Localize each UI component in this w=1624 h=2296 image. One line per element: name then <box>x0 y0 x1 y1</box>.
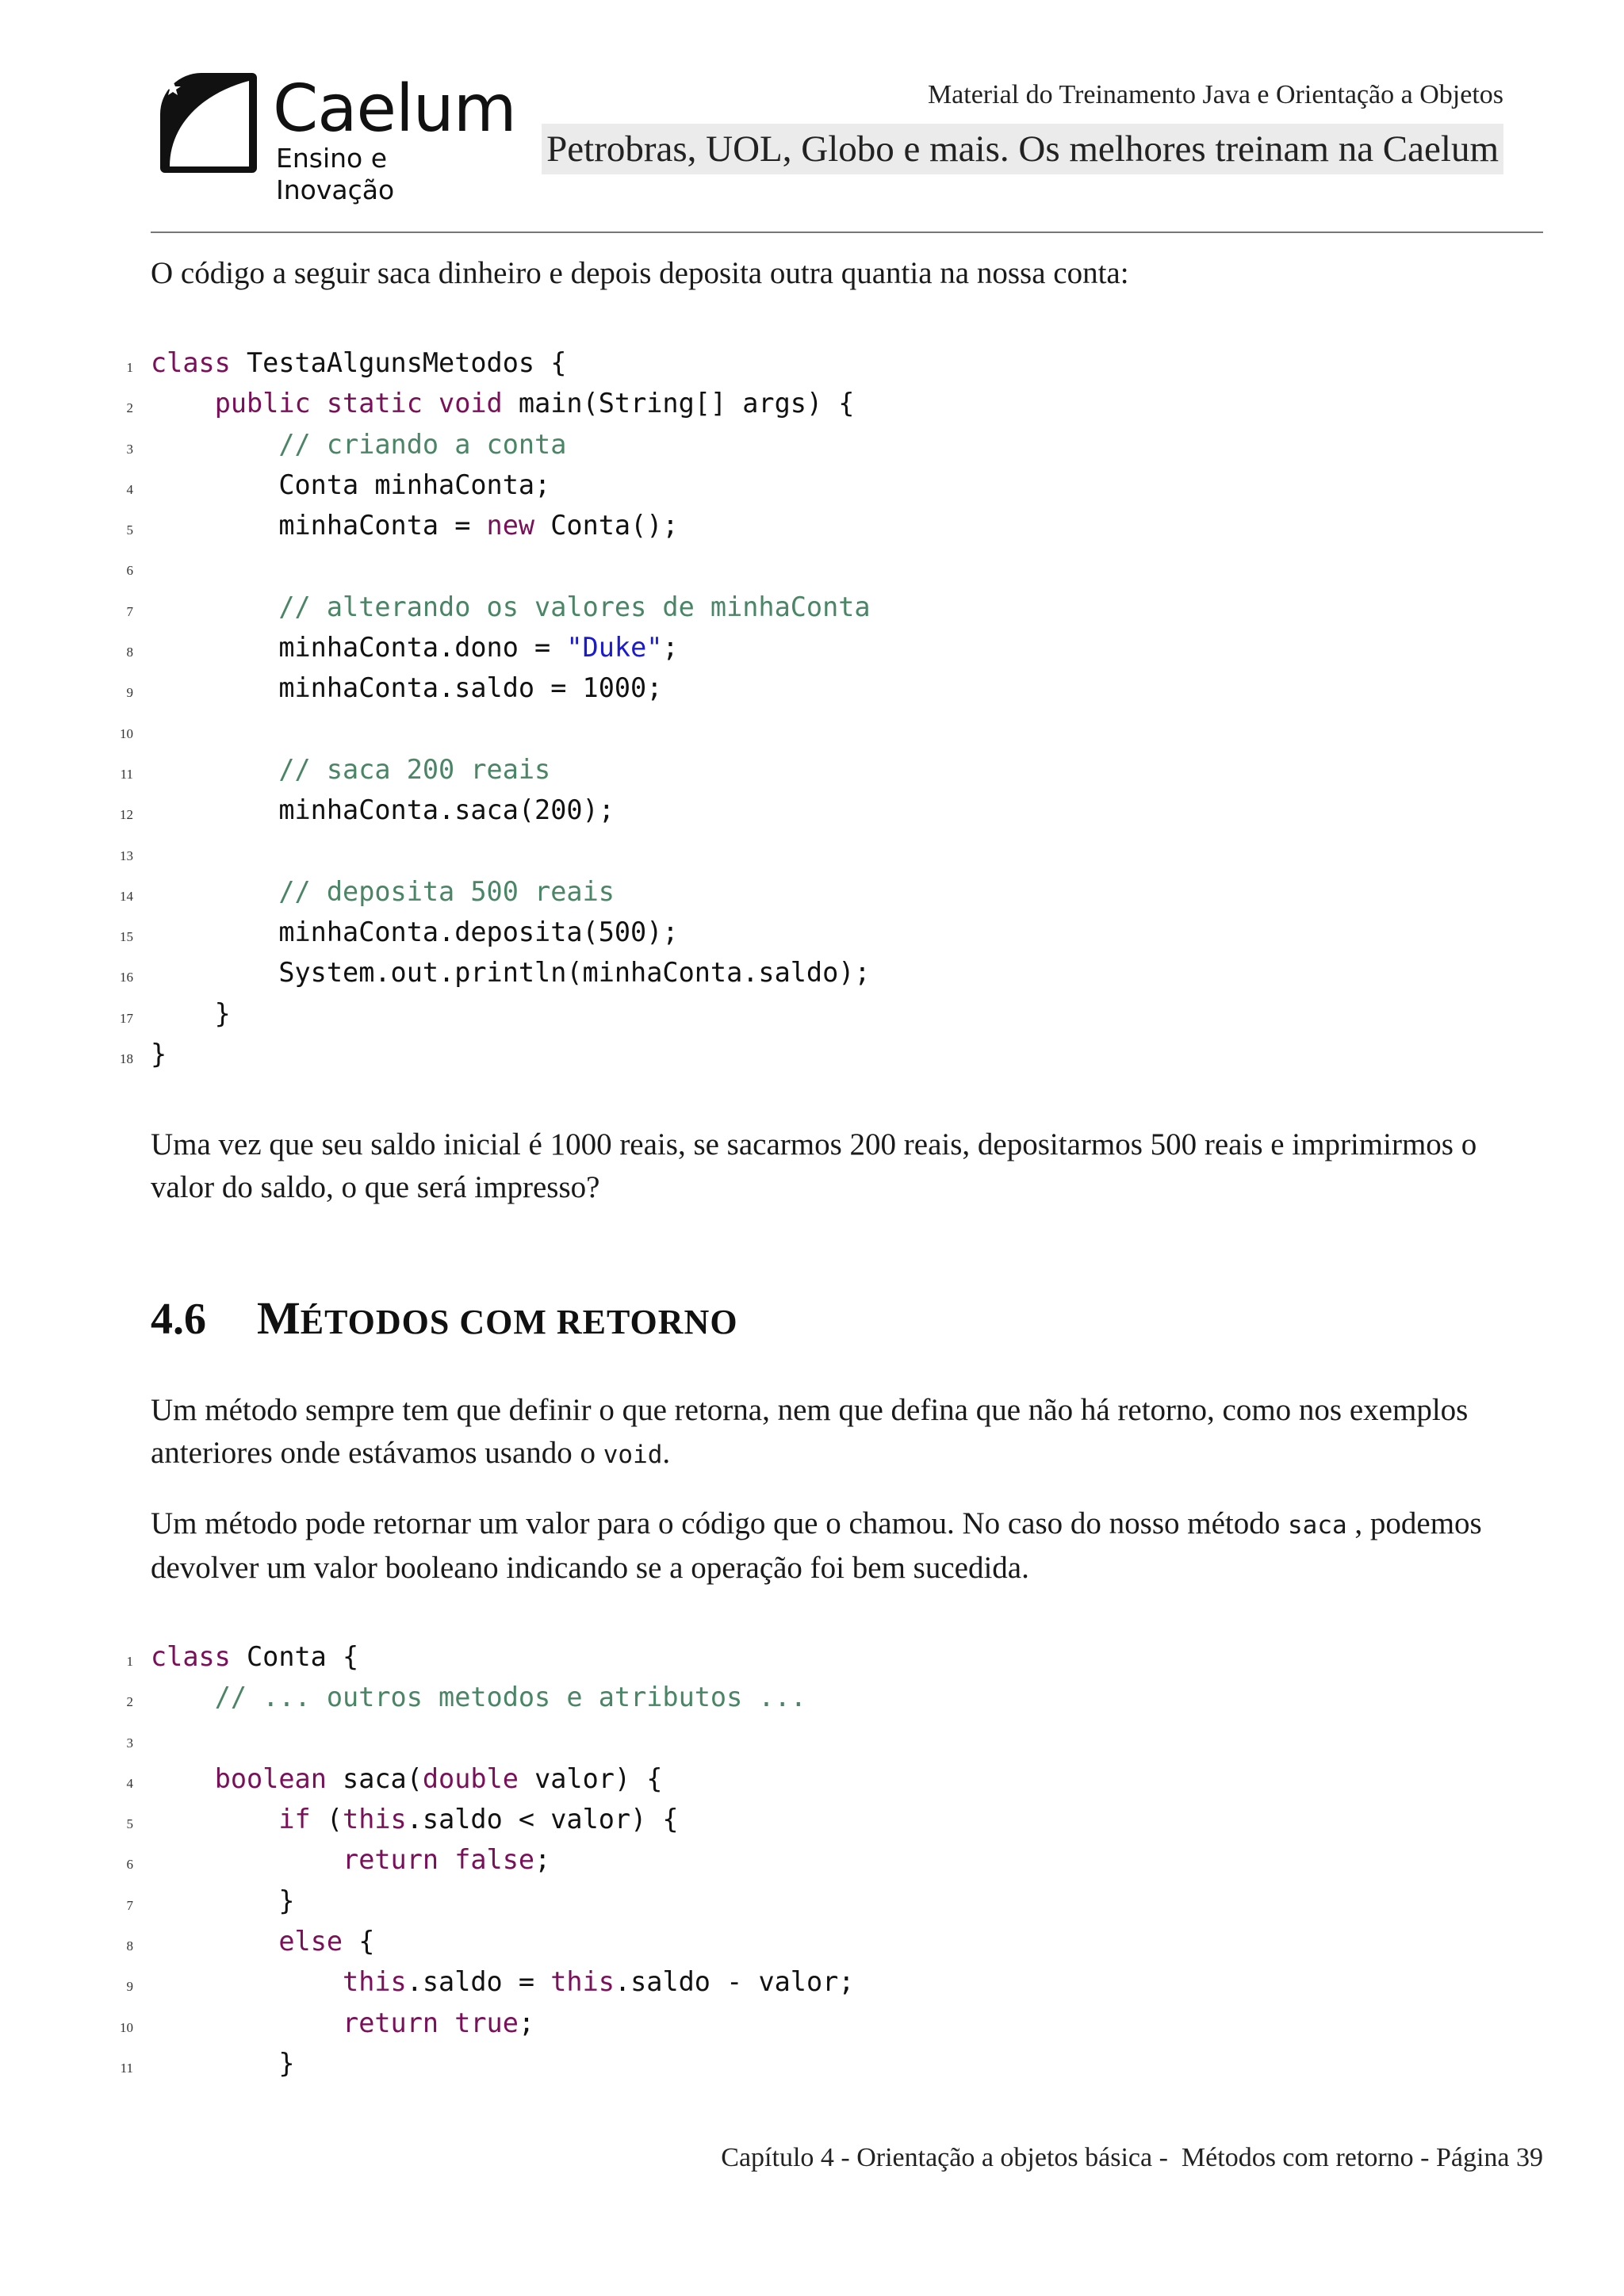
code-line <box>126 1961 855 2002</box>
code-text <box>151 2007 343 2038</box>
code-keyword: new <box>486 510 535 541</box>
code-comment: // alterando os valores de minhaConta <box>278 591 871 622</box>
line-number: 10 <box>120 2019 133 2035</box>
code-text: minhaConta = <box>151 510 487 541</box>
line-number: 7 <box>126 1897 133 1913</box>
code-text: minhaConta.dono = <box>151 632 567 664</box>
code-line <box>126 342 871 383</box>
line-number: 4 <box>126 481 133 497</box>
code-line <box>120 831 871 871</box>
return-paragraph-2 <box>151 1502 1543 1590</box>
question-paragraph: Uma vez que seu saldo inicial é 1000 reais, se sacarmos 200 reais, depositarmos 500 reais e imprimirmos o valor do saldo, o que será impresso? <box>151 1127 1477 1204</box>
code-line <box>120 952 871 993</box>
code-keyword: if <box>278 1804 311 1835</box>
code-text: main(String[] args) { <box>502 388 855 419</box>
line-number: 17 <box>120 1010 133 1026</box>
code-text <box>151 1966 343 1997</box>
logo-wordmark: Caelum <box>273 71 516 147</box>
line-number: 3 <box>126 1735 133 1751</box>
line-number: 9 <box>126 685 133 701</box>
line-number: 8 <box>126 645 133 660</box>
code-keyword: class <box>151 347 231 378</box>
code-text: } <box>151 2047 295 2079</box>
header-title: Material do Treinamento Java e Orientação a Objetos <box>927 80 1503 109</box>
section-heading <box>151 1291 738 1350</box>
code-text <box>151 876 278 907</box>
code-text: minhaConta.saldo = 1000; <box>151 672 663 704</box>
code-line <box>126 1921 854 1961</box>
section-title-rest: ÉTODOS COM RETORNO <box>300 1303 738 1341</box>
line-number: 15 <box>120 929 133 945</box>
code-text: Conta(); <box>534 510 679 541</box>
line-number: 12 <box>120 807 133 823</box>
code-line <box>120 709 871 749</box>
code-text: { <box>343 1926 375 1957</box>
code-comment: // saca 200 reais <box>278 753 551 785</box>
line-number: 6 <box>126 1857 133 1873</box>
line-number: 6 <box>126 563 133 579</box>
line-number: 5 <box>126 522 133 538</box>
line-number: 2 <box>126 1694 133 1710</box>
code-text <box>151 754 278 785</box>
code-text: minhaConta.saca(200); <box>151 794 615 826</box>
line-number: 8 <box>126 1938 133 1954</box>
code-text <box>151 591 278 622</box>
code-line <box>126 424 871 465</box>
code-text: System.out.println(minhaConta.saldo); <box>151 957 871 989</box>
code-line <box>126 668 871 708</box>
code-keyword: class <box>151 1641 231 1672</box>
code-comment: // deposita 500 reais <box>278 875 615 907</box>
caelum-logo <box>157 70 516 205</box>
code-text <box>151 1844 343 1875</box>
page-footer: Capítulo 4 - Orientação a objetos básica - Métodos com retorno - Página 39 <box>721 2143 1543 2172</box>
line-number: 10 <box>120 725 133 741</box>
para1-text: Um método sempre tem que definir o que retorna, nem que defina que não há retorno, como nos exemplos anteriores onde estávamos usando o <box>151 1393 1469 1470</box>
para1-code: void <box>603 1441 663 1469</box>
code-line <box>126 1881 854 1921</box>
code-text: ; <box>662 632 679 664</box>
intro-paragraph: O código a seguir saca dinheiro e depois deposita outra quantia na nossa conta: <box>151 256 1129 290</box>
code-line <box>126 383 871 423</box>
code-line <box>120 2003 854 2043</box>
caelum-logo-icon <box>157 70 259 174</box>
code-line <box>120 912 871 952</box>
line-number: 16 <box>120 970 133 985</box>
para2-end: , podemos devolver um valor booleano indicando se a operação foi bem sucedida. <box>151 1506 1482 1585</box>
code-string: "Duke" <box>566 632 663 664</box>
code-text <box>151 429 278 460</box>
code-text: minhaConta.deposita(500); <box>151 916 679 948</box>
line-number: 1 <box>126 360 133 375</box>
code-line <box>126 1758 854 1799</box>
code-line <box>120 993 871 1034</box>
code-line <box>126 1718 854 1758</box>
code-keyword: this <box>343 1966 407 1998</box>
code-text: valor) { <box>518 1762 663 1794</box>
line-number: 7 <box>126 603 133 619</box>
line-number: 18 <box>120 1051 133 1067</box>
return-paragraph-1 <box>151 1389 1543 1476</box>
code-line <box>126 545 871 586</box>
line-number: 5 <box>126 1816 133 1832</box>
line-number: 3 <box>126 441 133 457</box>
line-number: 2 <box>126 400 133 416</box>
code-line <box>126 1677 854 1717</box>
code-keyword: this <box>343 1804 407 1835</box>
code-text: ( <box>310 1804 343 1835</box>
line-number: 11 <box>120 2060 133 2076</box>
code-text <box>151 1926 278 1957</box>
code-line <box>120 749 871 790</box>
code-text: } <box>151 1039 167 1070</box>
code-text: saca( <box>326 1762 423 1794</box>
code-keyword: return false <box>343 1844 535 1876</box>
code-keyword: double <box>422 1762 519 1794</box>
code-keyword: return true <box>343 2007 519 2038</box>
code-line <box>126 1636 854 1677</box>
code-line <box>120 871 871 912</box>
code-keyword: public static void <box>214 388 503 419</box>
code-keyword: this <box>550 1966 615 1998</box>
code-text <box>151 388 215 419</box>
code-text <box>151 1804 278 1835</box>
code-text: Conta { <box>230 1641 359 1672</box>
line-number: 11 <box>120 766 133 782</box>
code-comment: // criando a conta <box>278 428 567 460</box>
para2-code: saca <box>1288 1511 1347 1540</box>
line-number: 9 <box>126 1979 133 1995</box>
code-text <box>151 1682 215 1712</box>
line-number: 13 <box>120 848 133 863</box>
code-line <box>126 465 871 505</box>
code-text: ; <box>518 2007 535 2038</box>
section-number: 4.6 <box>151 1295 206 1344</box>
code-text: TestaAlgunsMetodos { <box>230 347 567 378</box>
code-line <box>126 505 871 545</box>
line-number: 1 <box>126 1654 133 1669</box>
para2-text: Um método pode retornar um valor para o código que o chamou. No caso do nosso método <box>151 1506 1288 1540</box>
code-text: .saldo = <box>406 1966 551 1998</box>
line-number: 14 <box>120 888 133 904</box>
code-block-conta <box>120 1636 855 2084</box>
code-text <box>151 1763 215 1794</box>
code-keyword: boolean <box>214 1762 327 1794</box>
header-banner: Petrobras, UOL, Globo e mais. Os melhores treinam na Caelum <box>542 124 1503 174</box>
code-text: .saldo - valor; <box>614 1966 855 1998</box>
code-text: Conta minhaConta; <box>151 469 551 500</box>
code-line <box>120 790 871 830</box>
code-line <box>126 1839 854 1880</box>
code-line <box>126 1799 854 1839</box>
header-divider <box>151 232 1543 233</box>
para1-end: . <box>662 1436 671 1470</box>
code-line <box>126 587 871 627</box>
code-text: .saldo < valor) { <box>406 1804 679 1835</box>
logo-tagline: Ensino e Inovação <box>276 143 395 205</box>
code-text: ; <box>534 1844 551 1876</box>
code-text: } <box>151 997 231 1029</box>
code-line <box>120 1034 871 1074</box>
code-comment: // ... outros metodos e atributos ... <box>214 1682 806 1713</box>
line-number: 4 <box>126 1775 133 1791</box>
section-title-initial: M <box>257 1292 301 1344</box>
code-keyword: else <box>278 1926 343 1957</box>
code-line <box>120 2043 854 2084</box>
code-text: } <box>151 1885 295 1916</box>
code-line <box>126 627 871 668</box>
code-block-testa-alguns-metodos <box>120 342 871 1074</box>
